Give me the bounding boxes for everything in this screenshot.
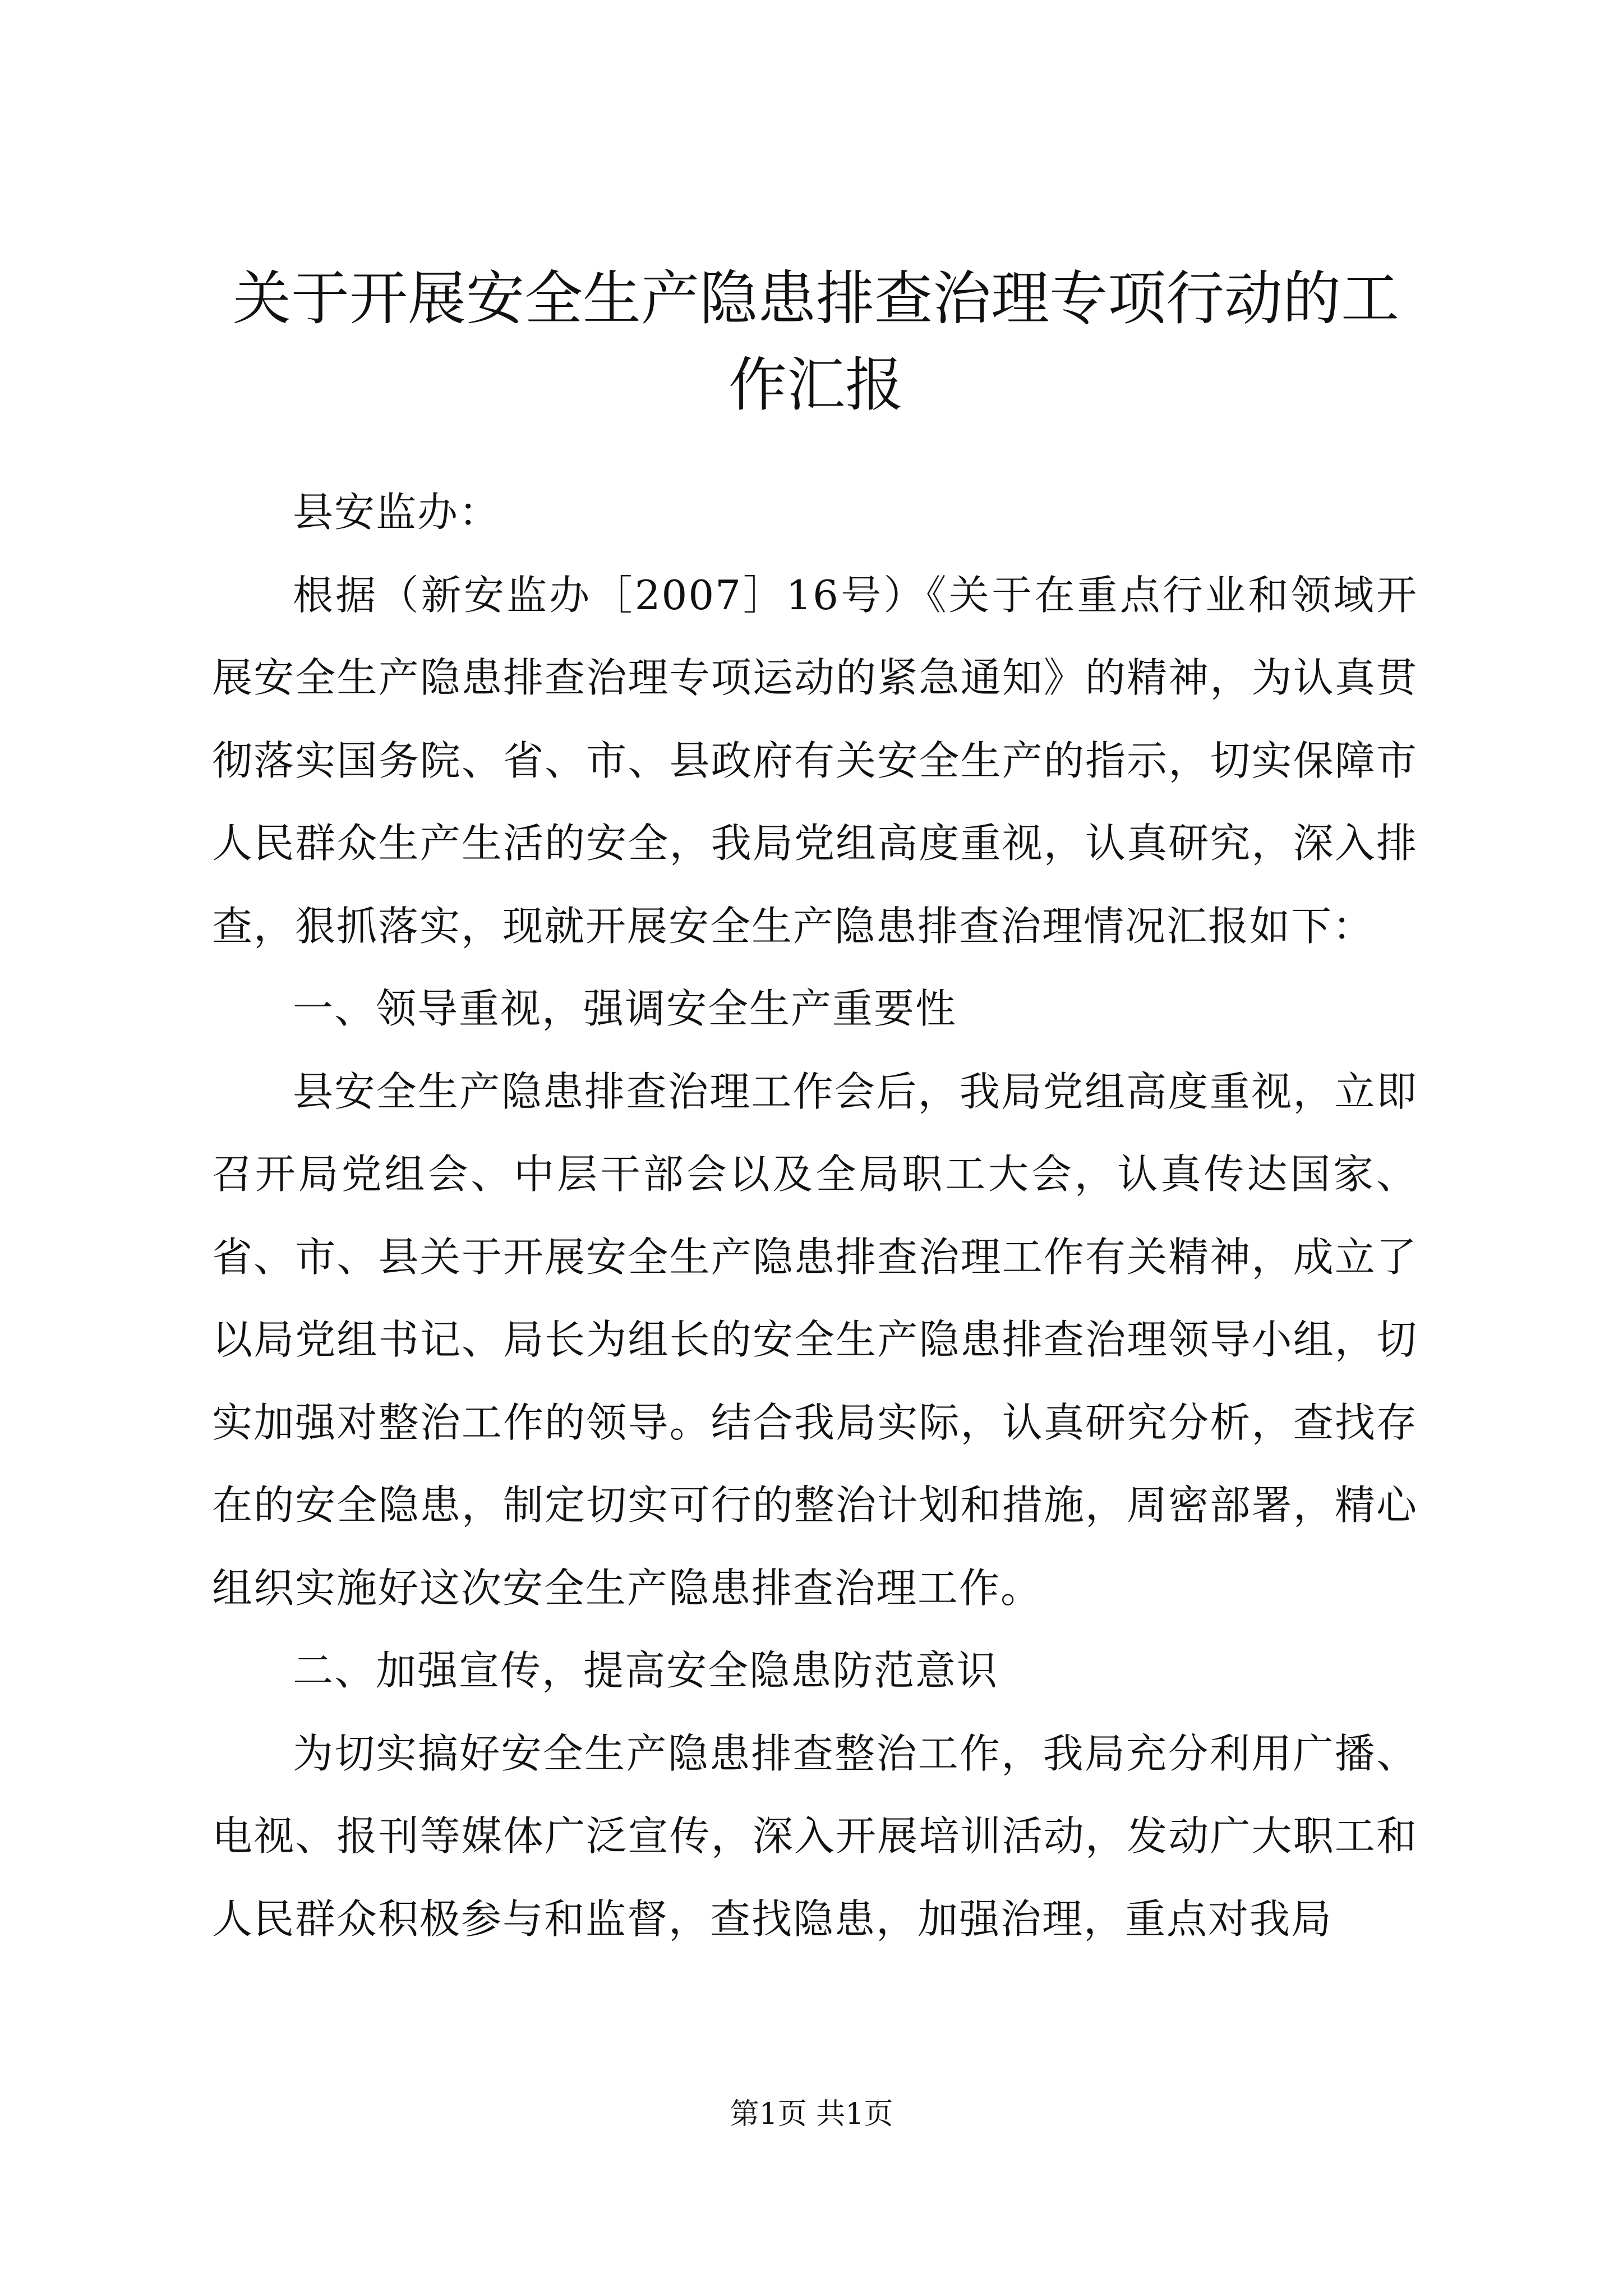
page-footer: 第1页 共1页 bbox=[730, 2097, 893, 2131]
section-2-paragraph: 为切实搞好安全生产隐患排查整治工作，我局充分利用广播、电视、报刊等媒体广泛宣传，深入开展培训活动，发动广大职工和人民群众积极参与和监督，查找隐患，加强治理，重点对我局 bbox=[212, 1729, 1418, 1943]
intro-paragraph: 根据（新安监办［2007］16号）《关于在重点行业和领域开展安全生产隐患排查治理专项运动的紧急通知》的精神，为认真贯彻落实国务院、省、市、县政府有关安全生产的指示，切实保障市人民群众生产生活的安全，我局党组高度重视，认真研究，深入排查，狠抓落实，现就开展安全生产隐患排查治理情况汇报如下： bbox=[212, 571, 1418, 950]
document-title: 关于开展安全生产隐患排查治理专项行动的工作汇报 bbox=[232, 264, 1399, 419]
salutation: 县安监办： bbox=[293, 489, 501, 536]
section-heading-1: 一、领导重视，强调安全生产重要性 bbox=[293, 985, 957, 1032]
section-1-paragraph: 县安全生产隐患排查治理工作会后，我局党组高度重视，立即召开局党组会、中层干部会以及全局职工大会，认真传达国家、省、市、县关于开展安全生产隐患排查治理工作有关精神，成立了以局党组书记、局长为组长的安全生产隐患排查治理领导小组，切实加强对整治工作的领导。结合我局实际，认真研究分析，查找存在的安全隐患，制定切实可行的整治计划和措施，周密部署，精心组织实施好这次安全生产隐患排查治理工作。 bbox=[212, 1068, 1418, 1612]
document-body bbox=[212, 471, 1418, 1961]
section-heading-2: 二、加强宣传，提高安全隐患防范意识 bbox=[293, 1647, 999, 1694]
